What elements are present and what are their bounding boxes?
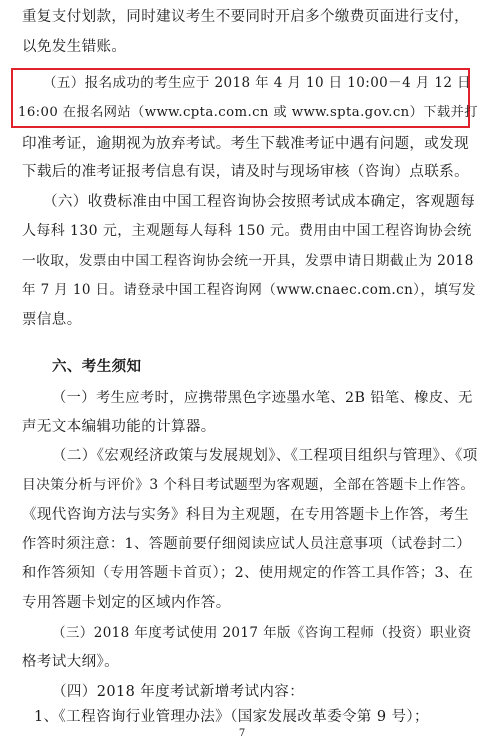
text-line: 《现代咨询方法与实务》科目为主观题，在专用答题卡上作答，考生 — [22, 507, 469, 523]
text-line: （一）考生应考时，应携带黑色字迹墨水笔、2B 铅笔、橡皮、无 — [52, 390, 473, 406]
text-line: 印准考证，逾期视为放弃考试。考生下载准考证中遇有问题，或发现 — [22, 136, 469, 152]
text-line: 格考试大纲》。 — [22, 654, 120, 670]
text-line: 1、《工程咨询行业管理办法》（国家发展改革委令第 9 号）； — [34, 709, 429, 725]
text-line: （五）报名成功的考生应于 2018 年 4 月 10 日 10:00－4 月 12 日 — [43, 75, 471, 91]
text-line: 重复支付划款，同时建议考生不要同时开启多个缴费页面进行支付， — [22, 9, 469, 25]
text-line: （三）2018 年度考试使用 2017 年版《咨询工程师（投资）职业资 — [52, 625, 472, 641]
text-line: （六）收费标准由中国工程咨询协会按照考试成本确定，客观题每 — [43, 194, 476, 210]
text-line: （二）《宏观经济政策与发展规划》、《工程项目组织与管理》、《项 — [52, 448, 478, 464]
text-line: 下载后的准考证报考信息有误，请及时与现场审核（咨询）点联系。 — [22, 164, 469, 180]
section-heading: 六、考生须知 — [52, 358, 142, 375]
text-line: （四）2018 年度考试新增考试内容： — [52, 684, 305, 700]
page-number: 7 — [238, 728, 246, 739]
text-line: 作答时须注意：1、答题前要仔细阅读应试人员注意事项（试卷封二） — [22, 536, 471, 552]
text-line: 16:00 在报名网站（www.cpta.com.cn 或 www.spta.gov.cn）下载并打 — [18, 105, 478, 120]
text-line: 声无文本编辑功能的计算器。 — [22, 419, 216, 435]
text-line: 专用答题卡划定的区域内作答。 — [22, 595, 231, 611]
text-line: 票信息。 — [22, 312, 82, 328]
text-line: 人每科 130 元，主观题每人每科 150 元。费用由中国工程咨询协会统 — [22, 223, 472, 239]
text-line: 和作答须知（专用答题卡首页）；2、使用规定的作答工具作答；3、在 — [22, 565, 474, 581]
text-line: 年 7 月 10 日。请登录中国工程咨询网（www.cnaec.com.cn），填写发 — [22, 282, 476, 298]
text-line: 以免发生错账。 — [22, 39, 127, 55]
text-line: 一收取，发票由中国工程咨询协会统一开具，发票申请日期截止为 2018 — [22, 253, 474, 269]
text-line: 目决策分析与评价》3 个科目考试题型为客观题，全部在答题卡上作答。 — [22, 477, 475, 493]
